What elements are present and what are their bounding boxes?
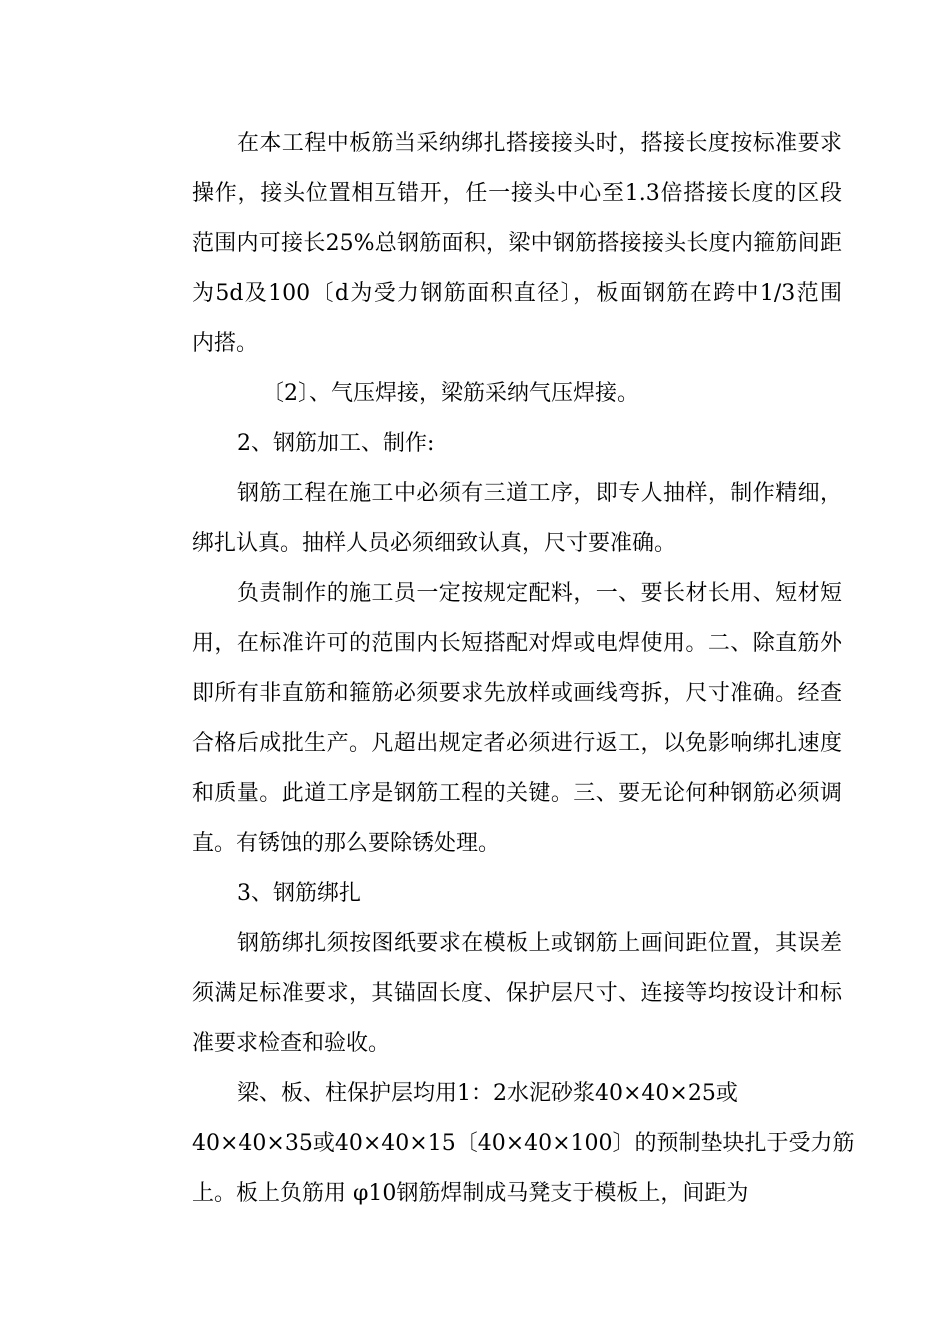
paragraph-line: 准要求检查和验收。 — [192, 1031, 391, 1056]
paragraph-line: 须满足标准要求，其锚固长度、保护层尺寸、连接等均按设计和标 — [192, 981, 842, 1006]
paragraph-line: 和质量。此道工序是钢筋工程的关键。三、要无论何种钢筋必须调 — [192, 781, 842, 806]
paragraph-line: 范围内可接长25%总钢筋面积，梁中钢筋搭接接头长度内箍筋间距 — [192, 231, 842, 256]
paragraph-line: 梁、板、柱保护层均用1：2水泥砂浆40×40×25或 — [237, 1081, 738, 1106]
paragraph-line: 用，在标准许可的范围内长短搭配对焊或电焊使用。二、除直筋外 — [192, 631, 842, 656]
paragraph-line: 为5d及100〔d为受力钢筋面积直径〕，板面钢筋在跨中1/3范围 — [192, 281, 842, 306]
paragraph-line: 负责制作的施工员一定按规定配料，一、要长材长用、短材短 — [237, 581, 842, 606]
paragraph-line: 钢筋工程在施工中必须有三道工序，即专人抽样，制作精细， — [237, 481, 842, 506]
paragraph-line: 40×40×35或40×40×15〔40×40×100〕的预制垫块扎于受力筋 — [192, 1131, 855, 1156]
paragraph-line: 内搭。 — [192, 331, 259, 356]
paragraph-line: 合格后成批生产。凡超出规定者必须进行返工，以免影响绑扎速度 — [192, 731, 842, 756]
section-heading: 2、钢筋加工、制作: — [237, 431, 435, 456]
paragraph-line: 在本工程中板筋当采纳绑扎搭接接头时，搭接长度按标准要求 — [237, 131, 842, 156]
paragraph-line: 直。有锈蚀的那么要除锈处理。 — [192, 831, 501, 856]
section-heading: 3、钢筋绑扎 — [237, 881, 361, 906]
section-item: 〔2〕、气压焊接，梁筋采纳气压焊接。 — [262, 381, 639, 406]
paragraph-line: 绑扎认真。抽样人员必须细致认真，尺寸要准确。 — [192, 531, 677, 556]
paragraph-line: 即所有非直筋和箍筋必须要求先放样或画线弯拆，尺寸准确。经查 — [192, 681, 842, 706]
paragraph-line: 钢筋绑扎须按图纸要求在模板上或钢筋上画间距位置，其误差 — [237, 931, 842, 956]
paragraph-line: 上。板上负筋用 φ10钢筋焊制成马凳支于模板上，间距为 — [192, 1181, 749, 1206]
paragraph-line: 操作，接头位置相互错开，任一接头中心至1.3倍搭接长度的区段 — [192, 181, 842, 206]
